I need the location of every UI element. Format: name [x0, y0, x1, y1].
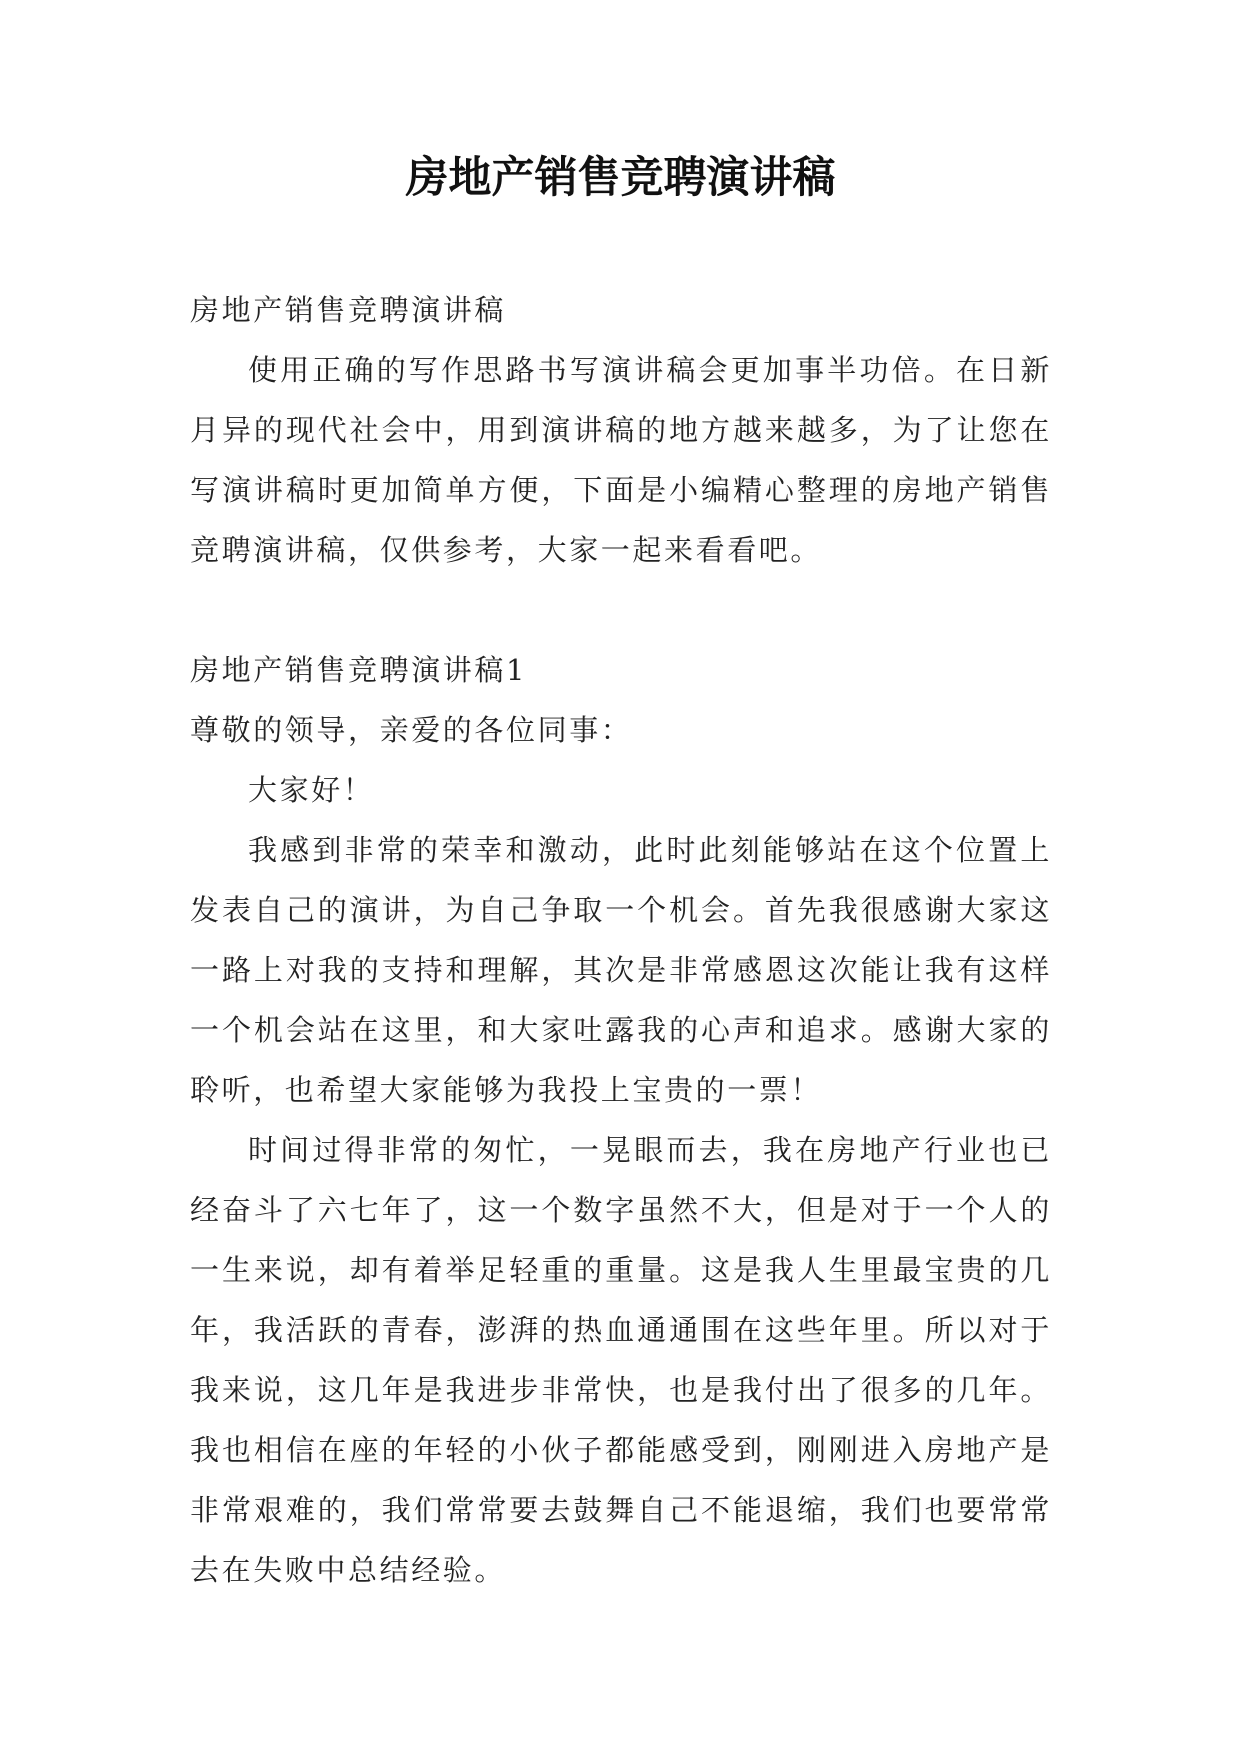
body-paragraph: 我感到非常的荣幸和激动，此时此刻能够站在这个位置上发表自己的演讲，为自己争取一个机会。首先我很感谢大家这一路上对我的支持和理解，其次是非常感恩这次能让我有这样一个机会站在这里，和大家吐露我的心声和追求。感谢大家的聆听，也希望大家能够为我投上宝贵的一票！: [190, 833, 1052, 1107]
greeting: 大家好！: [248, 773, 375, 807]
intro-paragraph: 使用正确的写作思路书写演讲稿会更加事半功倍。在日新月异的现代社会中，用到演讲稿的地方越来越多，为了让您在写演讲稿时更加简单方便，下面是小编精心整理的房地产销售竞聘演讲稿，仅供参考，大家一起来看看吧。: [190, 353, 1052, 567]
intro-heading: 房地产销售竞聘演讲稿: [190, 293, 507, 327]
document-title: 房地产销售竞聘演讲稿: [405, 153, 836, 203]
document-body: [190, 280, 1052, 1600]
salutation: 尊敬的领导，亲爱的各位同事：: [190, 713, 633, 747]
body-paragraph: 时间过得非常的匆忙，一晃眼而去，我在房地产行业也已经奋斗了六七年了，这一个数字虽然不大，但是对于一个人的一生来说，却有着举足轻重的重量。这是我人生里最宝贵的几年，我活跃的青春，澎湃的热血通通围在这些年里。所以对于我来说，这几年是我进步非常快，也是我付出了很多的几年。我也相信在座的年轻的小伙子都能感受到，刚刚进入房地产是非常艰难的，我们常常要去鼓舞自己不能退缩，我们也要常常去在失败中总结经验。: [190, 1133, 1052, 1587]
section-heading: 房地产销售竞聘演讲稿1: [190, 653, 528, 687]
